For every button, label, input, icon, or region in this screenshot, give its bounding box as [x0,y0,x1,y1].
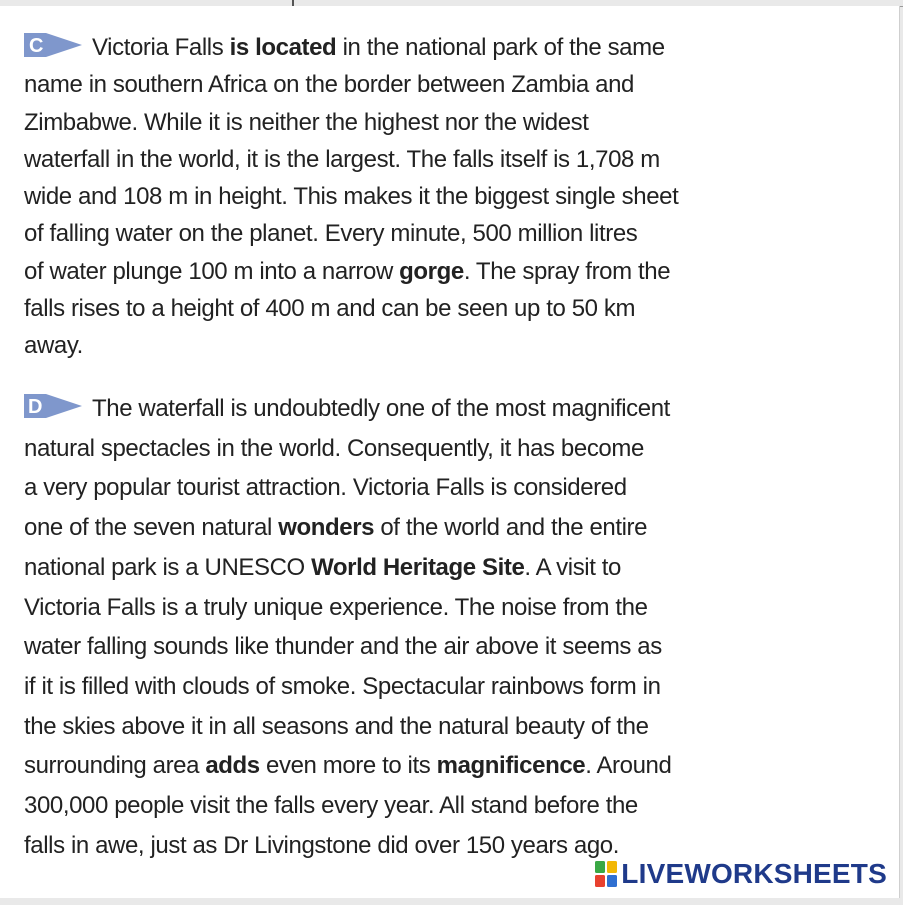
text-run: name in southern Africa on the border between Zambia and [24,71,634,99]
text-run: natural spectacles in the world. Consequently, it has become [24,434,644,462]
text-run: if it is filled with clouds of smoke. Spectacular rainbows form in [24,672,661,700]
text-run: a very popular tourist attraction. Victoria Falls is considered [24,474,627,502]
paragraph-d-line [24,786,671,826]
text-run: 300,000 people visit the falls every year. All stand before the [24,792,638,820]
paragraph-c-line [24,327,678,364]
text-run: The waterfall is undoubtedly one of the most magnificent [92,395,670,422]
text-run: wide and 108 m in height. This makes it the biggest single sheet [24,183,679,211]
text-run: Zimbabwe. While it is neither the highest nor the widest [24,108,589,136]
paragraph-marker-d-letter: D [28,396,43,418]
paragraph-d-line [24,746,671,786]
paragraph-d-line [24,468,671,508]
worksheet-page [0,6,900,898]
liveworksheets-logo-text: LIVEWORKSHEETS [621,858,887,889]
text-run: of the world and the entire [374,514,648,542]
bold-keyword: gorge [399,257,464,285]
text-run: away. [24,332,83,360]
bold-keyword: World Heritage Site [311,553,525,581]
paragraph-d-line [24,707,671,747]
paragraph-d-line [24,588,671,628]
text-run: waterfall in the world, it is the largest. The falls itself is 1,708 m [24,145,660,173]
liveworksheets-logo [595,856,887,892]
paragraph-c-line [24,253,678,290]
text-run: . The spray from the [463,257,671,285]
text-run: even more to its [259,752,437,780]
paragraph-d-line [24,548,671,588]
bold-keyword: wonders [278,514,375,542]
paragraph-d-line [24,826,671,866]
paragraph-c-line [24,178,678,215]
paragraph-d-line [24,667,671,707]
text-run: surrounding area [24,752,206,780]
paragraph-marker-c-letter: C [29,35,44,57]
text-run: in the national park of the same [336,34,665,61]
paragraph-marker-d-icon [24,394,82,418]
text-run: of water plunge 100 m into a narrow [24,257,400,285]
bold-keyword: magnificence [436,752,586,780]
text-run: of falling water on the planet. Every minute, 500 million litres [24,220,638,248]
text-run: Victoria Falls is a truly unique experience. The noise from the [24,593,648,621]
text-run: water falling sounds like thunder and the air above it seems as [24,633,662,661]
paragraph-c-line [24,215,678,252]
paragraph-d-line [24,508,671,548]
paragraph-d [24,389,671,865]
text-run: the skies above it in all seasons and the natural beauty of the [24,712,649,740]
text-run: one of the seven natural [24,514,279,542]
text-run: national park is a UNESCO [24,553,312,581]
paragraph-c-line [24,66,678,103]
paragraph-d-line [24,429,671,469]
text-run: . Around [585,752,672,780]
bold-keyword: is located [229,34,337,61]
paragraph-marker-c-icon [24,33,82,57]
text-run: Victoria Falls [92,34,230,61]
paragraph-c-line [24,290,678,327]
paragraph-c-line [24,29,678,66]
paragraph-c-line [24,141,678,178]
bold-keyword: adds [205,752,260,780]
liveworksheets-logo-icon [595,861,617,887]
text-run: . A visit to [524,553,621,581]
text-run: falls in awe, just as Dr Livingstone did over 150 years ago. [24,831,619,859]
paragraph-d-line [24,627,671,667]
paragraph-d-line [24,389,671,429]
text-run: falls rises to a height of 400 m and can be seen up to 50 km [24,295,636,323]
paragraph-c-line [24,104,678,141]
paragraph-c [24,29,678,365]
